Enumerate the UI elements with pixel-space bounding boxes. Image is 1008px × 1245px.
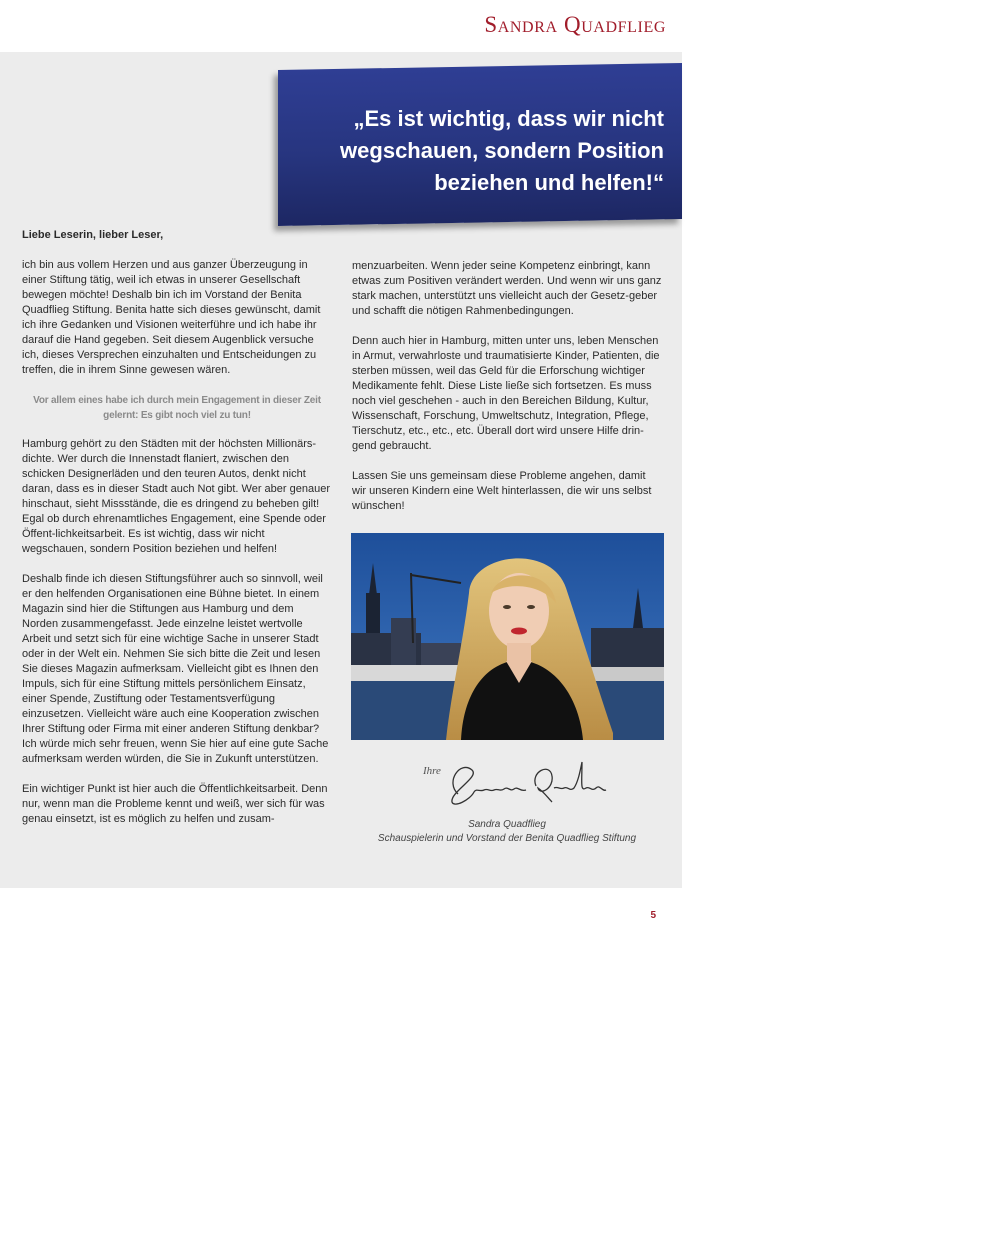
headline-quote: „Es ist wichtig, dass wir nicht wegschauen, sondern Position beziehen und helfen!“ xyxy=(340,106,664,195)
salutation: Liebe Leserin, lieber Leser, xyxy=(22,229,164,241)
signature-name: Sandra Quadflieg xyxy=(468,819,546,830)
handwritten-signature xyxy=(440,752,610,814)
photo-credit: © Christian Barz xyxy=(1002,1201,1008,1245)
paragraph: Denn auch hier in Hamburg, mitten unter uns, leben Menschen in Armut, verwahrloste und traumatisierte Kinder, Patienten, die sterben müssen, weil das Geld für die Erforschung wichtiger Medikamente fehlt. Diese Liste ließe sich fortsetzen. Es muss noch viel geschehen - auch in den Bereichen Bildung, Kultur, Wissenschaft, Forschung, Umweltschutz, Integration, Pflege, Tierschutz, etc., etc., etc. Überall dort wird unsere Hilfe drin-gend gebraucht. xyxy=(352,335,660,452)
page-header xyxy=(0,0,682,52)
page-footer xyxy=(0,888,682,927)
page-number: 5 xyxy=(650,910,656,921)
pull-quote: Vor allem eines habe ich durch mein Engagement in dieser Zeit gelernt: Es gibt noch viel zu tun! xyxy=(33,395,321,421)
left-column xyxy=(22,228,332,842)
signature-ihre: Ihre xyxy=(423,765,441,777)
paragraph: ich bin aus vollem Herzen und aus ganzer Überzeugung in einer Stiftung tätig, weil ich etwas in unserer Gesellschaft bewegen möchte! Deshalb bin ich im Vorstand der Benita Quadflieg Stiftung. Benita hatte sich dieses gewünscht, damit ich ihre Gedanken und Visionen weiterführe und ich habe ihr darauf die Hand gegeben. Seit diesem Augenblick versuche ich, dieses Versprechen einzuhalten und Entscheidungen zu treffen, die in ihrem Sinne gewesen wären. xyxy=(22,259,321,376)
paragraph: menzuarbeiten. Wenn jeder seine Kompetenz einbringt, kann etwas zum Positiven verändert werden. Und wenn wir uns ganz stark machen, unterstützt uns vielleicht auch der Gesetz-geber und schafft die nötigen Rahmenbedingungen. xyxy=(352,260,662,317)
paragraph: Lassen Sie uns gemeinsam diese Probleme angehen, damit wir unseren Kindern eine Welt hinterlassen, die wir uns selbst wünschen! xyxy=(352,470,652,512)
brand-title: Sandra Quadflieg xyxy=(484,12,666,37)
portrait-illustration xyxy=(351,533,664,740)
paragraph: Ein wichtiger Punkt ist hier auch die Öffentlichkeitsarbeit. Denn nur, wenn man die Probleme kennt und weiß, wer sich für was genau einsetzt, ist es möglich zu helfen und zusam- xyxy=(22,783,328,825)
right-column xyxy=(352,259,662,529)
paragraph: Hamburg gehört zu den Städten mit der höchsten Millionärs-dichte. Wer durch die Innenstadt flaniert, zwischen den schicken Designerläden und den teuren Autos, denkt nicht daran, dass es in dieser Stadt auch Not gibt. Wer aber genauer hinschaut, sieht Missstände, die es dringend zu beheben gilt! Egal ob durch ehrenamtliches Engagement, eine Spende oder Öffent-lichkeitsarbeit. Es ist wichtig, dass wir nicht wegschauen, sondern Position beziehen und helfen! xyxy=(22,438,330,555)
signature-role: Schauspielerin und Vorstand der Benita Quadflieg Stiftung xyxy=(377,833,637,844)
paragraph: Deshalb finde ich diesen Stiftungsführer auch so sinnvoll, weil er den helfenden Organisationen eine Bühne bietet. In einem Magazin sind hier die Stiftungen aus Hamburg und dem Norden zusammengefasst. Jede einzelne leistet wertvolle Arbeit und setzt sich für eine wichtige Sache in unserer Stadt oder in der Welt ein. Nehmen Sie sich bitte die Zeit und lesen Sie dieses Magazin aufmerksam. Vielleicht gibt es Ihnen den Impuls, sich für eine Stiftung mittels persönlichem Einsatz, einer Spende, Zustiftung oder Testamentsverfügung einzusetzen. Vielleicht wäre auch eine Kooperation zwischen Ihrer Stiftung oder Firma mit einer anderen Stiftung denkbar? Ich würde mich sehr freuen, wenn Sie hier auf eine gute Sache aufmerksam werden würden, die Sie in Zukunft unterstützen. xyxy=(22,573,329,765)
